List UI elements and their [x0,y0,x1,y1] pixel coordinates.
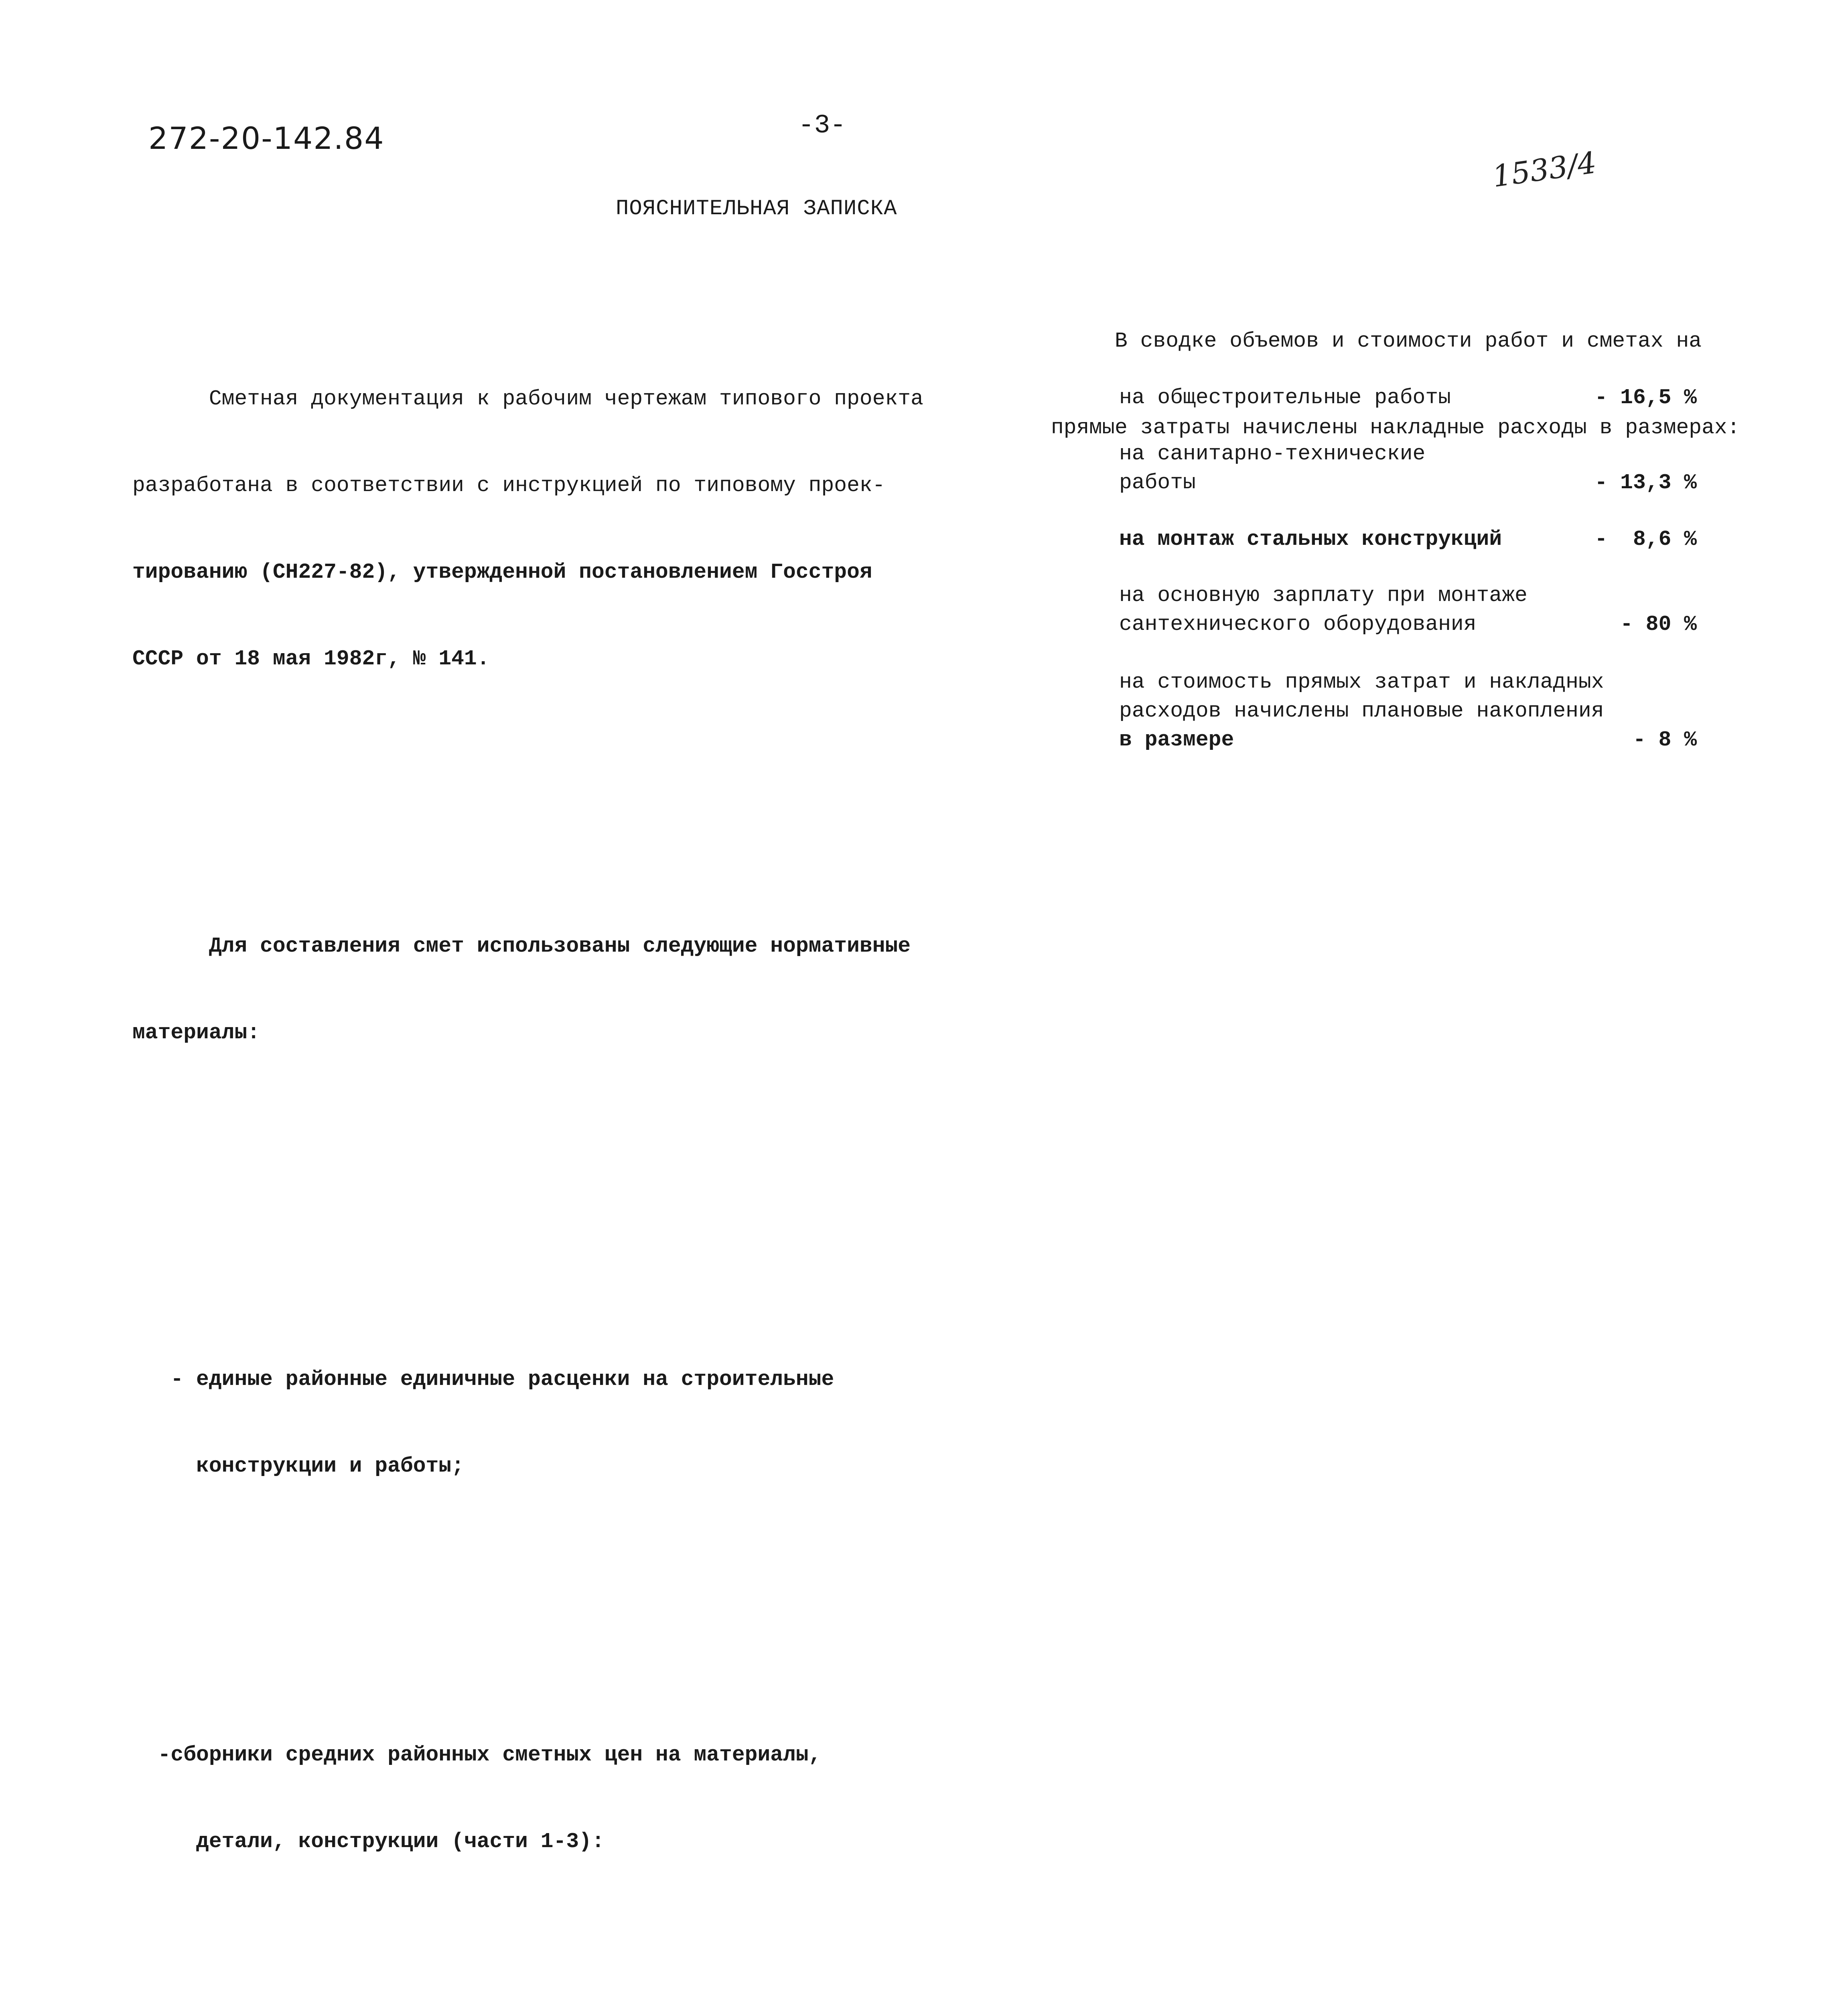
text-line: Для составления смет использованы следующие нормативные [132,934,911,958]
text-line: - единые районные единичные расценки на строительные [132,1367,834,1391]
rate-label: на общестроительные работы [1119,386,1451,410]
rate-value: - 8,6 % [1594,527,1697,551]
overhead-rate-row [1119,581,1697,639]
rate-value: - 13,3 % [1594,471,1697,495]
rate-value: - 80 % [1620,612,1697,636]
text-line: конструкции и работы; [132,1454,464,1478]
overhead-rate-row [1119,668,1697,754]
overhead-rate-row [1119,383,1697,412]
text-line: прямые затраты начислены накладные расходы в размерах: [1051,416,1740,440]
materials-intro-paragraph [132,874,915,1105]
page-title: ПОЯСНИТЕЛЬНАЯ ЗАПИСКА [616,197,897,221]
text-line: материалы: [132,1021,260,1045]
rate-value: - 8 % [1633,728,1697,752]
text-line: детали, конструкции (части 1-3): [132,1829,605,1854]
text-line: В сводке объемов и стоимости работ и сметах на [1051,329,1702,353]
handwritten-sheet-number: 1533/4 [1490,145,1599,194]
rate-label: на стоимость прямых затрат и накладных [1119,670,1604,694]
left-column [132,269,923,2006]
rate-label: на монтаж стальных конструкций [1119,527,1502,551]
list-item [132,1683,915,1914]
text-line: СССР от 18 мая 1982г, № 141. [132,647,490,671]
document-code: 272-20-142.84 [148,120,385,156]
rate-label: работы [1119,471,1196,495]
rate-label: на санитарно-технические [1119,442,1426,466]
text-line: тированию (СН227-82), утвержденной постановлением Госстроя [132,560,872,584]
text-line: разработана в соответствии с инструкцией по типовому проек- [132,473,885,497]
text-line: Сметная документация к рабочим чертежам типового проекта [132,387,923,411]
rate-label: расходов начислены плановые накопления [1119,699,1604,723]
page-number: -3- [798,110,846,140]
intro-paragraph [132,327,923,731]
rate-value: - 16,5 % [1594,386,1697,410]
rate-label: на основную зарплату при монтаже [1119,583,1527,607]
overhead-rate-row [1119,439,1697,497]
text-line: -сборники средних районных сметных цен на материалы, [132,1743,822,1767]
overhead-rate-row [1119,525,1697,554]
rate-label: сантехнического оборудования [1119,612,1477,636]
materials-list [132,1249,915,2006]
list-item [132,1307,915,1538]
rate-label: в размере [1119,728,1234,752]
